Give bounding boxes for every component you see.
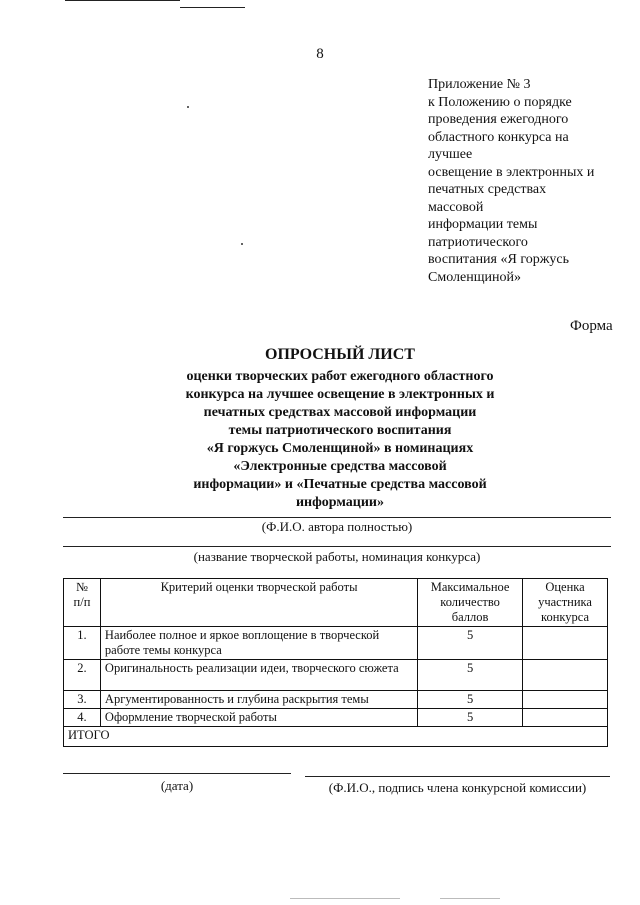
date-underline: [63, 773, 291, 774]
subtitle-line: оценки творческих работ ежегодного областного: [186, 369, 494, 384]
subtitle-line: «Я горжусь Смоленщиной» в номинациях: [206, 441, 474, 456]
appendix-line: освещение в электронных и: [428, 164, 595, 180]
table-row: [64, 660, 608, 691]
row-criterion: Аргументированность и глубина раскрытия темы: [100, 691, 417, 709]
table-total-row: [64, 727, 608, 747]
appendix-line: воспитания «Я горжусь: [428, 252, 569, 267]
appendix-line: информации темы: [428, 217, 538, 232]
row-criterion: Оформление творческой работы: [100, 709, 417, 727]
date-caption: (дата): [160, 778, 194, 793]
author-caption: (Ф.И.О. автора полностью): [261, 519, 413, 534]
table-row: [64, 691, 608, 709]
scan-artifact-line: [180, 7, 245, 8]
subtitle-line: «Электронные средства массовой: [233, 459, 447, 474]
row-max: 5: [418, 627, 523, 660]
row-num: 4.: [64, 709, 101, 727]
row-max: 5: [418, 660, 523, 691]
appendix-line: областного конкурса на: [428, 129, 569, 145]
row-num: 2.: [64, 660, 101, 691]
header-num: № п/п: [64, 579, 101, 627]
total-label: ИТОГО: [64, 727, 608, 747]
scan-artifact-line: [290, 898, 400, 899]
appendix-line: Смоленщиной»: [428, 269, 521, 285]
scan-dot: [187, 106, 189, 108]
row-score: [523, 709, 608, 727]
subtitle-line: информации» и «Печатные средства массовой: [193, 477, 487, 492]
row-max: 5: [418, 709, 523, 727]
appendix-line: лучшее: [428, 147, 473, 162]
header-participant-score: Оценка участника конкурса: [523, 579, 608, 627]
signature-underline: [305, 776, 610, 777]
subtitle-line: темы патриотического воспитания: [228, 423, 452, 438]
appendix-line: печатных средствах: [428, 182, 547, 197]
work-title-underline: [63, 546, 611, 547]
row-criterion: Наиболее полное и яркое воплощение в творческой работе темы конкурса: [100, 627, 417, 660]
table-header-row: [64, 579, 608, 627]
appendix-reference: [428, 76, 628, 286]
signature-caption: (Ф.И.О., подпись члена конкурсной комиссии): [328, 780, 587, 795]
row-score: [523, 691, 608, 709]
row-criterion: Оригинальность реализации идеи, творческого сюжета: [100, 660, 417, 691]
form-label: Форма: [570, 318, 613, 334]
work-caption: (название творческой работы, номинация конкурса): [193, 549, 481, 564]
appendix-line: к Положению о порядке: [428, 94, 572, 110]
subtitle-line: конкурса на лучшее освещение в электронных и: [185, 387, 495, 402]
appendix-line: массовой: [428, 199, 484, 215]
scan-dot: [241, 243, 243, 245]
author-name-underline: [63, 517, 611, 518]
row-max: 5: [418, 691, 523, 709]
scan-artifact-line: [65, 0, 180, 1]
subtitle-line: печатных средствах массовой информации: [203, 405, 477, 420]
appendix-line: Приложение № 3: [428, 77, 531, 92]
appendix-line: патриотического: [428, 234, 528, 250]
subtitle-line: информации»: [295, 495, 385, 510]
criteria-table: [63, 578, 608, 747]
table-row: [64, 627, 608, 660]
appendix-line: проведения ежегодного: [428, 112, 569, 127]
table-row: [64, 709, 608, 727]
header-criterion: Критерий оценки творческой работы: [100, 579, 417, 627]
document-title: ОПРОСНЫЙ ЛИСТ: [265, 346, 415, 363]
row-score: [523, 627, 608, 660]
header-max-score: Максимальное количество баллов: [418, 579, 523, 627]
row-num: 1.: [64, 627, 101, 660]
row-num: 3.: [64, 691, 101, 709]
document-subtitle: [110, 368, 570, 512]
row-score: [523, 660, 608, 691]
page-number: 8: [316, 46, 324, 62]
scan-artifact-line: [440, 898, 500, 899]
